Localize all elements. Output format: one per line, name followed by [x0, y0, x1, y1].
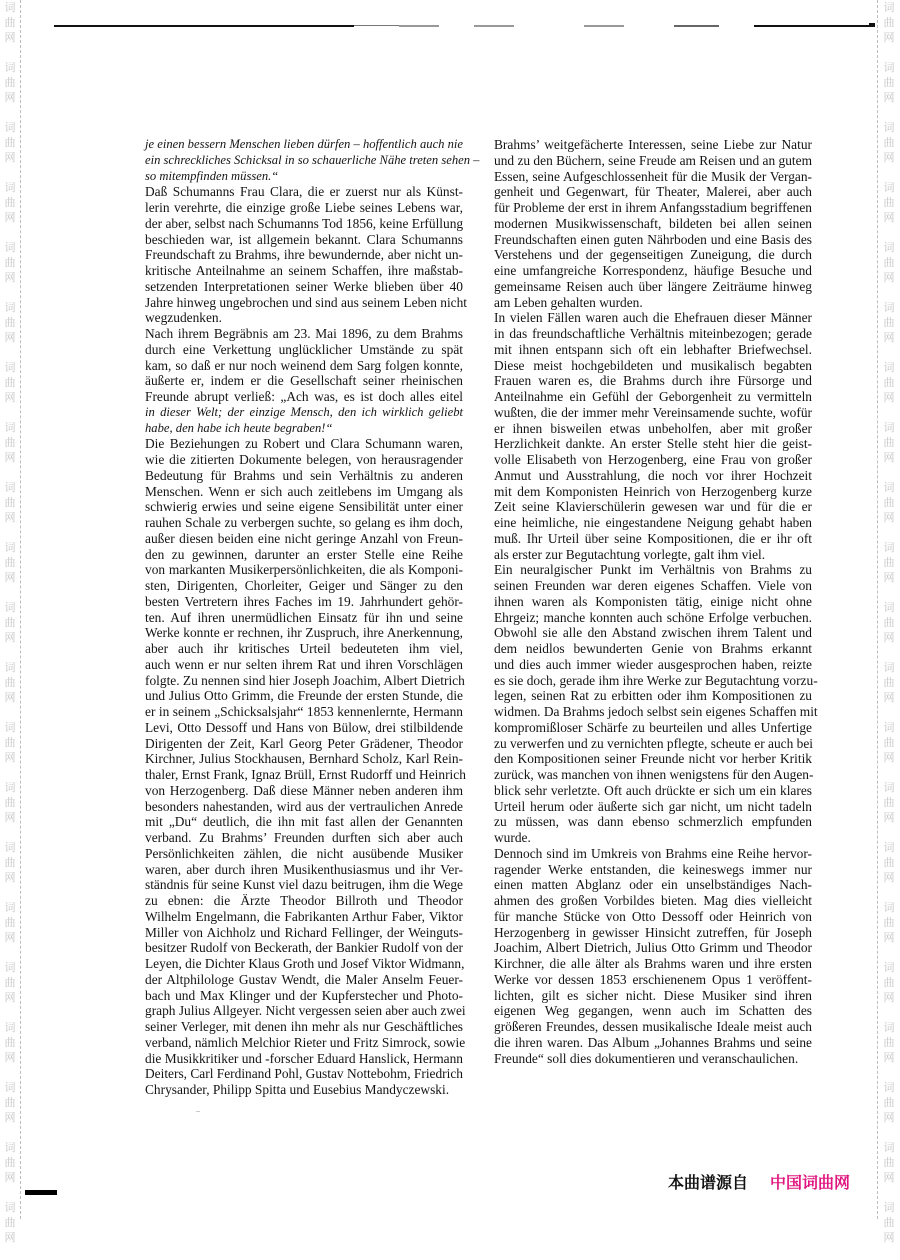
watermark-group — [878, 1020, 900, 1080]
text-line: Daß Schumanns Frau Clara, die er zuerst nur als Künst- — [145, 184, 463, 200]
watermark-group — [878, 240, 900, 300]
watermark-char: 词 — [883, 1141, 895, 1154]
source-watermark — [668, 1170, 850, 1193]
watermark-char: 词 — [883, 661, 895, 674]
watermark-char: 曲 — [4, 1036, 16, 1049]
top-rule — [54, 25, 874, 27]
text-line: wegzudenken. — [145, 310, 222, 326]
text-line: bach und Max Klinger und der Kupferstecher und Photo- — [145, 987, 463, 1003]
watermark-char: 曲 — [4, 376, 16, 389]
text-line: für manche Stücke von Otto Dessoff oder Heinrich von — [494, 908, 812, 924]
text-line: Freundschaft zu Brahms, ihre bewundernde, aber nicht un- — [145, 247, 463, 263]
watermark-char: 网 — [883, 1231, 895, 1244]
text-line: den zu gewinnen, darunter an erster Stelle eine Reihe — [145, 546, 463, 562]
watermark-char: 曲 — [883, 436, 895, 449]
text-line: muß. Ihr Urteil über seine Kompositionen, die er ihr oft — [494, 530, 812, 546]
text-line: Kirchner, Julius Stockhausen, Bernhard Scholz, Karl Rein- — [145, 751, 463, 767]
watermark-char: 网 — [883, 1171, 895, 1184]
watermark-char: 网 — [883, 151, 895, 164]
text-line: verband, nämlich Melchior Rieter und Fritz Simrock, sowie — [145, 1034, 466, 1050]
watermark-char: 曲 — [883, 736, 895, 749]
text-line: folgte. Zu nennen sind hier Joseph Joachim, Albert Dietrich — [145, 672, 465, 688]
text-line: In vielen Fällen waren auch die Ehefrauen dieser Männer — [494, 310, 812, 326]
text-line: Frauen waren es, die Brahms durch ihre Fürsorge und — [494, 373, 812, 389]
watermark-group — [0, 120, 20, 180]
watermark-char: 网 — [883, 571, 895, 584]
watermark-group — [0, 0, 20, 60]
watermark-char: 网 — [4, 691, 16, 704]
text-line: Freunde“ soll dies dokumentieren und veranschaulichen. — [494, 1050, 799, 1066]
watermark-group — [0, 300, 20, 360]
watermark-char: 曲 — [883, 1036, 895, 1049]
watermark-char: 词 — [4, 1201, 16, 1214]
text-line: setzenden Interpretationen seiner Werke blieben über 40 — [145, 278, 463, 294]
watermark-char: 词 — [4, 781, 16, 794]
text-line: Dirigenten der Zeit, Karl Georg Peter Grädener, Theodor — [145, 735, 463, 751]
text-line: Bedeutung für Brahms und sein Verhältnis zu anderen — [145, 467, 463, 483]
text-line: Brahms’ weitgefächerte Interessen, seine Liebe zur Natur — [494, 137, 812, 152]
watermark-group — [878, 540, 900, 600]
watermark-char: 词 — [4, 481, 16, 494]
watermark-char: 曲 — [883, 556, 895, 569]
watermark-char: 曲 — [4, 256, 16, 269]
watermark-group — [878, 60, 900, 120]
text-line: lerin verehrte, die einzige große Liebe seines Lebens war, — [145, 200, 463, 215]
watermark-group — [0, 360, 20, 420]
watermark-group — [878, 480, 900, 540]
watermark-char: 曲 — [4, 316, 16, 329]
watermark-char: 曲 — [883, 616, 895, 629]
text-line: kritische Anteilnahme an seinem Schaffen, ihre maßstab- — [145, 263, 463, 278]
watermark-char: 词 — [883, 1, 895, 14]
text-line: Werke vor dessen 1853 erschienenem Opus 1 veröffent- — [494, 971, 812, 987]
watermark-char: 曲 — [883, 76, 895, 89]
watermark-char: 曲 — [4, 76, 16, 89]
text-line: Anteilnahme ein Gefühl der Geborgenheit zu vermitteln — [494, 389, 812, 404]
text-line: Zeit seine Klavierschülerin gewesen war und für die er — [494, 499, 812, 515]
text-line: zu verwerfen und zu vernichten pflegte, scheute er auch bei — [494, 735, 813, 751]
text-line: kompromißloser Schärfe zu beurteilen und alles Unfertige — [494, 719, 812, 735]
watermark-char: 曲 — [4, 16, 16, 29]
watermark-char: 词 — [4, 841, 16, 854]
text-line: es sie doch, gerade ihm ihre Werke zur Begutachtung vorzu- — [494, 672, 818, 688]
watermark-group — [0, 420, 20, 480]
watermark-char: 词 — [4, 121, 16, 134]
watermark-char: 网 — [4, 871, 16, 884]
text-line: Die Beziehungen zu Robert und Clara Schumann waren, — [145, 436, 463, 452]
text-line: zu ebnen: die Ärzte Theodor Billroth und Theodor — [145, 893, 463, 908]
watermark-char: 曲 — [883, 136, 895, 149]
watermark-char: 词 — [4, 1141, 16, 1154]
text-line: Essen, seine Aufgeschlossenheit für die Musik der Vergan- — [494, 168, 812, 184]
text-line: Levi, Otto Dessoff und Hans von Bülow, drei stilbildende — [145, 719, 463, 735]
text-line: Verstehens und der gegenseitigen Zuneigung, die durch — [494, 247, 812, 263]
watermark-char: 曲 — [4, 676, 16, 689]
watermark-char: 词 — [4, 1081, 16, 1094]
watermark-char: 网 — [4, 331, 16, 344]
watermark-char: 词 — [883, 61, 895, 74]
text-line: sten, Dirigenten, Chorleiter, Geiger und Sänger zu den — [145, 578, 463, 593]
text-line: ragender Werke entstanden, die keineswegs immer nur — [494, 861, 812, 877]
watermark-char: 网 — [4, 1051, 16, 1064]
text-line: widmen. Da Brahms jedoch selbst sein eigenes Schaffen mit — [494, 704, 818, 719]
watermark-char: 网 — [4, 571, 16, 584]
watermark-char: 网 — [883, 991, 895, 1004]
watermark-group — [878, 600, 900, 660]
watermark-char: 词 — [883, 1021, 895, 1034]
text-line: zu müssen, was dann ebenso schmerzlich empfunden — [494, 814, 812, 830]
text-line: ständnis für seine Kunst viel dazu beitrugen, ihm die Wege — [145, 877, 463, 893]
watermark-char: 曲 — [883, 496, 895, 509]
text-line: die Musikkritiker und -forscher Eduard Hanslick, Hermann — [145, 1050, 463, 1066]
watermark-char: 网 — [883, 271, 895, 284]
watermark-group — [0, 780, 20, 840]
text-line: von Herzogenberg. Daß diese Männer neben anderen ihm — [145, 782, 463, 798]
watermark-group — [878, 780, 900, 840]
text-line: besten Vertretern ihres Faches im 19. Jahrhundert gehör- — [145, 593, 463, 609]
text-line: ten. Auf ihren unermüdlichen Einsatz für ihn und seine — [145, 609, 463, 625]
text-line: und zu den Büchern, seine Freude am Reisen und an gutem — [494, 152, 812, 168]
watermark-group — [0, 840, 20, 900]
watermark-char: 网 — [4, 151, 16, 164]
watermark-char: 词 — [4, 241, 16, 254]
watermark-char: 词 — [883, 241, 895, 254]
text-line: Obwohl sie alle den Abstand zwischen ihrem Talent und — [494, 625, 812, 641]
text-line: auch wenn er nur selten ihrem Rat und ihren Vorschlägen — [145, 656, 463, 672]
watermark-group — [0, 180, 20, 240]
text-line: Urteil herum oder äußerte sich gar nicht, um nicht tadeln — [494, 798, 812, 814]
text-line: in das freundschaftliche Verhältnis miteinbezogen; gerade — [494, 326, 812, 341]
text-line: modernen Musikwissenschaft, bildeten bei allen seinen — [494, 215, 812, 231]
watermark-char: 词 — [4, 1021, 16, 1034]
watermark-group — [878, 720, 900, 780]
watermark-char: 曲 — [4, 916, 16, 929]
watermark-char: 词 — [883, 361, 895, 374]
text-line: habe, den habe ich heute begraben!“ — [145, 420, 333, 435]
watermark-group — [878, 180, 900, 240]
watermark-char: 网 — [883, 391, 895, 404]
text-line: Nach ihrem Begräbnis am 23. Mai 1896, zu dem Brahms — [145, 326, 463, 341]
watermark-char: 网 — [4, 1231, 16, 1244]
watermark-char: 网 — [4, 271, 16, 284]
text-line: durch eine Verkettung unglücklicher Umstände zu spät — [145, 341, 463, 357]
text-line: Kirchner, die alle älter als Brahms waren und ihre ersten — [494, 956, 812, 971]
watermark-char: 曲 — [883, 1216, 895, 1229]
watermark-char: 词 — [4, 901, 16, 914]
text-line: mit dem Komponisten Heinrich von Herzogenberg kurze — [494, 483, 812, 499]
watermark-char: 词 — [883, 421, 895, 434]
watermark-char: 网 — [883, 691, 895, 704]
watermark-group — [878, 660, 900, 720]
watermark-group — [878, 1080, 900, 1140]
text-line: Herzogenberg in gewisser Hinsicht zutreffen, für Joseph — [494, 924, 812, 940]
watermark-char: 曲 — [4, 436, 16, 449]
text-line: eine heimliche, nie eingestandene Neigung gehabt haben — [494, 515, 812, 530]
watermark-char: 曲 — [4, 556, 16, 569]
text-line: zurück, was manchen von ihnen wenigstens für den Augen- — [494, 767, 814, 782]
text-line: Werke konnte er rechnen, ihr Zuspruch, ihre Anerkennung, — [145, 625, 463, 641]
watermark-group — [0, 240, 20, 300]
page-corner-mark — [25, 1190, 57, 1195]
watermark-group — [0, 600, 20, 660]
source-label: 本曲谱源自 — [668, 1173, 749, 1192]
text-line: Deiters, Carl Ferdinand Pohl, Gustav Nottebohm, Friedrich — [145, 1066, 463, 1082]
watermark-char: 曲 — [883, 976, 895, 989]
watermark-char: 曲 — [4, 196, 16, 209]
text-line: den Kompositionen seiner Freunde nicht vor herber Kritik — [494, 751, 812, 767]
watermark-char: 曲 — [4, 976, 16, 989]
watermark-char: 曲 — [883, 376, 895, 389]
text-line: Wilhelm Engelmann, die Fabrikanten Arthur Faber, Viktor — [145, 908, 463, 924]
text-line: äußerte er, indem er die Gesellschaft seiner rheinischen — [145, 373, 463, 389]
watermark-group — [878, 420, 900, 480]
watermark-char: 曲 — [883, 796, 895, 809]
text-line: in dieser Welt; der einzige Mensch, den ich wirklich geliebt — [145, 404, 463, 419]
watermark-char: 词 — [4, 601, 16, 614]
watermark-char: 词 — [883, 481, 895, 494]
watermark-char: 网 — [883, 511, 895, 524]
watermark-group — [878, 360, 900, 420]
text-line: Ein neuralgischer Punkt im Verhältnis von Brahms zu — [494, 562, 812, 578]
watermark-char: 曲 — [4, 796, 16, 809]
text-line: er in seinem „Schicksalsjahr“ 1853 kennenlernte, Hermann — [145, 704, 463, 719]
watermark-group — [0, 720, 20, 780]
watermark-char: 词 — [4, 541, 16, 554]
watermark-group — [0, 1080, 20, 1140]
watermark-char: 词 — [883, 841, 895, 854]
watermark-char: 网 — [4, 751, 16, 764]
watermark-group — [0, 1020, 20, 1080]
watermark-char: 词 — [883, 181, 895, 194]
watermark-char: 曲 — [883, 856, 895, 869]
right-text-column — [494, 137, 818, 1066]
watermark-group — [0, 960, 20, 1020]
text-line: er ihnen bisweilen etwas unbeholfen, aber mit großer — [494, 420, 812, 436]
text-line: von markanten Musikerpersönlichkeiten, die als Komponi- — [145, 562, 463, 578]
watermark-char: 曲 — [883, 676, 895, 689]
text-line: Herzlichkeit dankte. An erster Stelle steht hier die geist- — [494, 436, 812, 452]
text-line: je einen bessern Menschen lieben dürfen – hoffentlich auch nie — [145, 137, 463, 151]
text-line: kam, so daß er nur noch weinend dem Sarg folgen konnte, — [145, 357, 463, 373]
watermark-char: 网 — [4, 511, 16, 524]
watermark-group — [0, 1140, 20, 1200]
text-line: größeren Freundes, dessen musikalische Ideale meist auch — [494, 1019, 812, 1034]
watermark-char: 曲 — [883, 316, 895, 329]
watermark-group — [878, 0, 900, 60]
watermark-char: 词 — [4, 961, 16, 974]
watermark-group — [0, 660, 20, 720]
watermark-char: 网 — [4, 631, 16, 644]
watermark-char: 词 — [883, 1081, 895, 1094]
text-line: blick sehr verletzte. Oft auch drückte er sich um ein klares — [494, 782, 812, 798]
scan-speck — [196, 1111, 200, 1112]
watermark-strip-right — [877, 0, 900, 1244]
watermark-char: 曲 — [4, 136, 16, 149]
text-line: wurde. — [494, 830, 531, 845]
text-line: wußten, die der immer mehr Vereinsamende suchte, wofür — [494, 404, 812, 420]
text-line: eine umfangreiche Korrespondenz, häufige Besuche und — [494, 263, 812, 278]
text-line: Ehrgeiz; manche konnten auch schöne Erfolge verbuchen. — [494, 609, 812, 625]
text-line: gemeinsame Reisen auch über längere Zeiträume hinweg — [494, 278, 812, 294]
text-line: beschieden war, ist allgemein bekannt. Clara Schumanns — [145, 231, 463, 247]
text-line: ahmen des großen Vorbildes bieten. Mag dies vielleicht — [494, 893, 812, 908]
watermark-char: 网 — [883, 31, 895, 44]
text-line: seinen Freunden war deren eigenes Schaffen. Viele von — [494, 578, 812, 593]
text-line: volle Elisabeth von Herzogenberg, eine Frau von großer — [494, 452, 812, 467]
text-line: der Altphilologe Gustav Wendt, die Maler Anselm Feuer- — [145, 971, 463, 987]
watermark-char: 曲 — [4, 1216, 16, 1229]
watermark-char: 词 — [883, 301, 895, 314]
text-line: ein schreckliches Schicksal in so schauerliche Nähe treten sehen – — [145, 152, 480, 167]
watermark-char: 词 — [883, 601, 895, 614]
text-line: Anmut und Ausstrahlung, die noch vor ihrer Hochzeit — [494, 467, 812, 483]
text-line: als erster zur Begutachtung vorlegte, galt ihm viel. — [494, 546, 766, 562]
watermark-char: 曲 — [4, 616, 16, 629]
watermark-char: 网 — [4, 1171, 16, 1184]
watermark-group — [878, 120, 900, 180]
watermark-char: 网 — [883, 1051, 895, 1064]
watermark-char: 曲 — [4, 736, 16, 749]
watermark-char: 网 — [4, 391, 16, 404]
watermark-char: 曲 — [883, 196, 895, 209]
watermark-char: 曲 — [4, 856, 16, 869]
text-line: thaler, Ernst Frank, Ignaz Brüll, Ernst Rudorff und Heinrich — [145, 767, 466, 782]
watermark-char: 网 — [4, 931, 16, 944]
watermark-char: 网 — [883, 1111, 895, 1124]
text-line: Menschen. Wenn er sich auch zeitlebens im Umgang als — [145, 483, 463, 499]
watermark-char: 词 — [4, 661, 16, 674]
text-line: Joachim, Albert Dietrich, Julius Otto Grimm und Theodor — [494, 940, 812, 956]
text-line: dem neidlos bewunderten Genie von Brahms erkannt — [494, 641, 812, 656]
text-line: so mitempfinden müssen.“ — [145, 168, 279, 183]
text-line: schwierig erwies und seine eigene Sensibilität unter einer — [145, 499, 463, 515]
watermark-char: 词 — [883, 781, 895, 794]
watermark-char: 网 — [883, 91, 895, 104]
watermark-char: 词 — [4, 721, 16, 734]
watermark-char: 词 — [4, 61, 16, 74]
watermark-char: 曲 — [883, 916, 895, 929]
watermark-group — [878, 960, 900, 1020]
text-line: Chrysander, Philipp Spitta und Eusebius Mandyczewski. — [145, 1082, 450, 1097]
watermark-char: 词 — [883, 541, 895, 554]
watermark-char: 曲 — [4, 496, 16, 509]
watermark-char: 词 — [883, 721, 895, 734]
watermark-char: 曲 — [4, 1156, 16, 1169]
text-line: eigenen Weg gegangen, wenn auch im Schatten des — [494, 1003, 812, 1019]
watermark-char: 词 — [883, 1201, 895, 1214]
text-line: besitzer Rudolf von Beckerath, der Bankier Rudolf von der — [145, 940, 463, 956]
watermark-strip-left — [0, 0, 21, 1244]
watermark-group — [878, 1200, 900, 1260]
watermark-group — [0, 1200, 20, 1260]
text-line: außer diesen beiden eine nicht geringe Anzahl von Freun- — [145, 530, 463, 546]
text-line: waren, aber durch ihren Musikenthusiasmus und ihr Ver- — [145, 861, 463, 877]
left-text-column — [145, 137, 480, 1098]
text-line: Freundschaften einen guten Nährboden und eine Basis des — [494, 231, 812, 247]
watermark-char: 网 — [883, 931, 895, 944]
watermark-group — [0, 540, 20, 600]
watermark-char: 网 — [4, 991, 16, 1004]
text-line: seiner Verleger, mit denen ihn mehr als nur Geschäftliches — [145, 1019, 463, 1034]
watermark-char: 曲 — [883, 1156, 895, 1169]
text-line: Jahre hinweg ungebrochen und sind aus seinem Leben nicht — [145, 294, 468, 310]
text-line: Dennoch sind im Umkreis von Brahms eine Reihe hervor- — [494, 845, 812, 861]
watermark-char: 曲 — [883, 16, 895, 29]
watermark-group — [0, 480, 20, 540]
text-line: verband. Zu Brahms’ Freunden durften sich aber auch — [145, 830, 463, 845]
watermark-char: 词 — [4, 1, 16, 14]
watermark-group — [878, 900, 900, 960]
watermark-group — [878, 1140, 900, 1200]
text-line: die ihren waren. Das Album „Johannes Brahms und seine — [494, 1034, 812, 1050]
watermark-char: 网 — [883, 331, 895, 344]
text-line: Freunde abrupt verließ: „Ach was, es ist doch alles eitel — [145, 389, 463, 404]
watermark-char: 网 — [883, 631, 895, 644]
watermark-char: 词 — [883, 961, 895, 974]
watermark-char: 曲 — [4, 1096, 16, 1109]
watermark-group — [878, 840, 900, 900]
watermark-char: 词 — [883, 901, 895, 914]
watermark-char: 网 — [4, 1111, 16, 1124]
watermark-char: 网 — [883, 211, 895, 224]
text-line: mit „Du“ deutlich, die ihn mit fast allen der Genannten — [145, 814, 463, 830]
text-line: aber auch ihr kritisches Urteil bedeuteten ihm viel, — [145, 641, 463, 656]
text-line: rauhen Schale zu verbergen suchte, so gelang es ihm doch, — [145, 515, 463, 530]
watermark-char: 词 — [4, 361, 16, 374]
text-line: wie die zitierten Dokumente belegen, von herausragender — [145, 452, 463, 467]
watermark-char: 词 — [4, 181, 16, 194]
text-line: Miller von Aichholz und Richard Fellinger, der Weinguts- — [145, 924, 463, 940]
watermark-group — [0, 60, 20, 120]
text-line: und Julius Otto Grimm, die Freunde der ersten Stunde, die — [145, 688, 463, 704]
text-line: einen matten Abglanz oder ein unselbständiges Nach- — [494, 877, 812, 893]
text-line: und dies auch immer wieder ausgesprochen haben, reizte — [494, 656, 812, 672]
watermark-group — [878, 300, 900, 360]
text-line: legen, seinen Rat zu erbitten oder ihm Kompositionen zu — [494, 688, 812, 704]
watermark-char: 网 — [4, 451, 16, 464]
text-line: Persönlichkeiten zählen, die nicht ausübende Musiker — [145, 845, 463, 861]
watermark-char: 网 — [883, 751, 895, 764]
source-site-name: 中国词曲网 — [770, 1173, 851, 1192]
text-line: Leyen, die Dichter Klaus Groth und Josef Viktor Widmann, — [145, 956, 465, 971]
text-line: besonders nahestanden, wird aus der vertraulichen Anrede — [145, 798, 463, 814]
text-line: mit ihnen entspann sich oft ein lebhafter Briefwechsel. — [494, 341, 812, 357]
text-line: für Probleme der erst in ihrem Anfangsstadium begriffenen — [494, 200, 812, 215]
watermark-char: 网 — [4, 811, 16, 824]
watermark-char: 网 — [883, 451, 895, 464]
watermark-char: 网 — [4, 31, 16, 44]
watermark-char: 网 — [4, 91, 16, 104]
watermark-char: 网 — [883, 871, 895, 884]
watermark-char: 曲 — [883, 256, 895, 269]
watermark-char: 词 — [4, 301, 16, 314]
text-line: der aber, selbst nach Schumanns Tod 1856, keine Erfüllung — [145, 215, 464, 231]
text-line: Diese meist hochgebildeten und musikalisch begabten — [494, 357, 812, 373]
text-line: genheit und Gegenwart, für Theater, Malerei, aber auch — [494, 184, 812, 200]
watermark-char: 网 — [4, 211, 16, 224]
watermark-char: 网 — [883, 811, 895, 824]
watermark-char: 词 — [4, 421, 16, 434]
text-line: am Leben gehalten wurden. — [494, 294, 643, 310]
text-line: lichten, gilt es sicher nicht. Diese Musiker sind ihren — [494, 987, 812, 1003]
text-line: graph Julius Allgeyer. Nicht vergessen seien aber auch zwei — [145, 1003, 466, 1019]
text-line: ihnen waren als Komponisten tätig, einige nicht ohne — [494, 593, 812, 609]
watermark-group — [0, 900, 20, 960]
watermark-char: 曲 — [883, 1096, 895, 1109]
watermark-char: 词 — [883, 121, 895, 134]
